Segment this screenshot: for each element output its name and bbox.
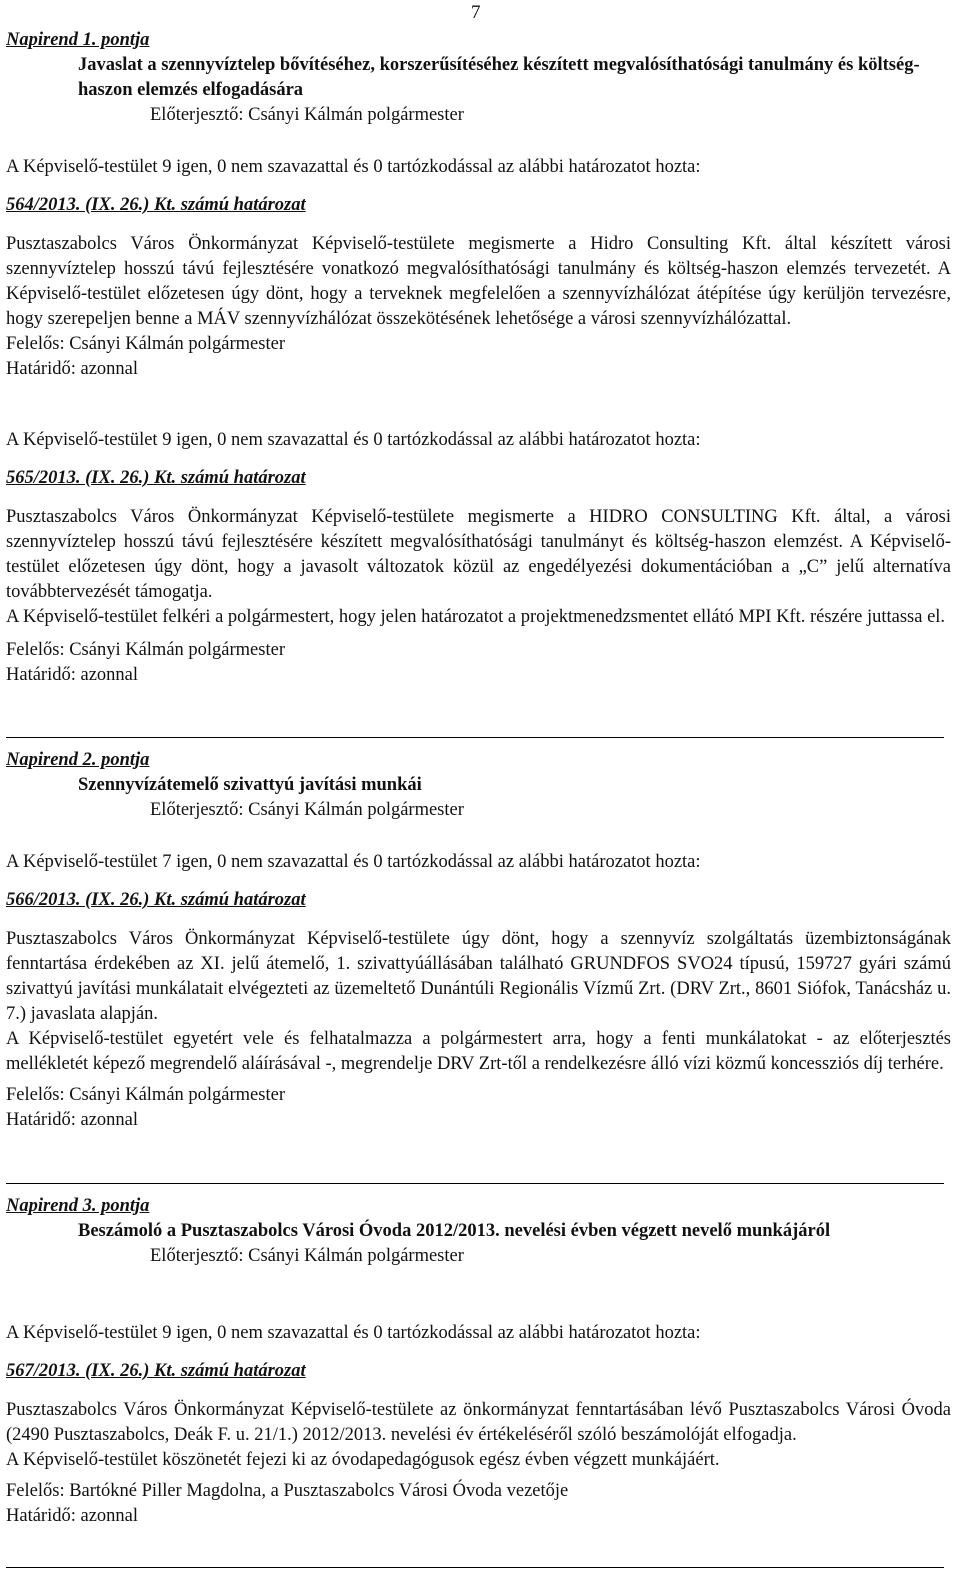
vote-line: A Képviselő-testület 9 igen, 0 nem szavazattal és 0 tartózkodással az alábbi határozatot hozta: <box>6 1323 701 1343</box>
page-number: 7 <box>471 2 481 23</box>
responsible-line: Felelős: Bartókné Piller Magdolna, a Pusztaszabolcs Városi Óvoda vezetője <box>6 1481 569 1501</box>
deadline-line: Határidő: azonnal <box>6 1110 139 1130</box>
section-divider <box>6 1183 944 1184</box>
presenter-line: Előterjesztő: Csányi Kálmán polgármester <box>150 105 464 125</box>
agenda-heading: Napirend 1. pontja <box>6 30 150 50</box>
vote-line: A Képviselő-testület 9 igen, 0 nem szavazattal és 0 tartózkodással az alábbi határozatot hozta: <box>6 157 701 177</box>
resolution-number: 567/2013. (IX. 26.) Kt. számú határozat <box>6 1361 306 1381</box>
deadline-line: Határidő: azonnal <box>6 1506 139 1526</box>
resolution-body <box>6 232 951 382</box>
resolution-paragraph: A Képviselő-testület köszönetét fejezi ki az óvodapedagógusok egész évben végzett munkájáért. <box>6 1450 720 1470</box>
resolution-body <box>6 1398 951 1529</box>
agenda-item-1-header <box>6 28 951 128</box>
vote-line: A Képviselő-testület 7 igen, 0 nem szavazattal és 0 tartózkodással az alábbi határozatot hozta: <box>6 852 701 872</box>
agenda-heading: Napirend 2. pontja <box>6 750 150 770</box>
agenda-heading: Napirend 3. pontja <box>6 1196 150 1216</box>
agenda-title: Javaslat a szennyvíztelep bővítéséhez, korszerűsítéséhez készített megvalósíthatósági tanulmány és költség-haszon elemzés elfogadására <box>78 55 920 100</box>
resolution-number: 564/2013. (IX. 26.) Kt. számú határozat <box>6 195 306 215</box>
resolution-paragraph: Pusztaszabolcs Város Önkormányzat Képviselő-testülete megismerte a Hidro Consulting Kft. által készített városi szennyvíztelep hosszú távú fejlesztésére vonatkozó megvalósíthatósági tanulmány és költség-haszon elemzés tervezetét. A Képviselő-testület előzetesen úgy dönt, hogy a terveknek megfelelően a szennyvízhálózat átépítése úgy kerüljön tervezésre, hogy szerepeljen benne a MÁV szennyvízhálózat összekötésének lehetősége a városi szennyvízhálózattal. <box>6 234 951 329</box>
deadline-line: Határidő: azonnal <box>6 665 139 685</box>
responsible-line: Felelős: Csányi Kálmán polgármester <box>6 640 285 660</box>
resolution-paragraph: A Képviselő-testület egyetért vele és felhatalmazza a polgármestert arra, hogy a fenti munkálatokat - az előterjesztés mellékletét képező megrendelő aláírásával -, megrendelje DRV Zrt-től a rendelkezésre álló vízi közmű koncessziós díj terhére. <box>6 1029 951 1074</box>
responsible-line: Felelős: Csányi Kálmán polgármester <box>6 334 285 354</box>
agenda-item-3-header <box>6 1194 951 1269</box>
resolution-paragraph: A Képviselő-testület felkéri a polgármestert, hogy jelen határozatot a projektmenedzsmentet ellátó MPI Kft. részére juttassa el. <box>6 607 946 627</box>
presenter-line: Előterjesztő: Csányi Kálmán polgármester <box>150 1246 464 1266</box>
resolution-paragraph: Pusztaszabolcs Város Önkormányzat Képviselő-testülete megismerte a HIDRO CONSULTING Kft. által, a városi szennyvíztelep hosszú távú fejlesztésére készített megvalósíthatósági tanulmányt és költség-haszon elemzést. A Képviselő-testület előzetesen úgy dönt, hogy a javasolt változatok közül az engedélyezési dokumentációban a „C” jelű alternatíva továbbtervezését támogatja. <box>6 507 951 602</box>
presenter-line: Előterjesztő: Csányi Kálmán polgármester <box>150 800 464 820</box>
agenda-item-2-header <box>6 748 951 823</box>
section-divider <box>6 737 944 738</box>
resolution-body <box>6 927 951 1133</box>
responsible-line: Felelős: Csányi Kálmán polgármester <box>6 1085 285 1105</box>
resolution-number: 566/2013. (IX. 26.) Kt. számú határozat <box>6 890 306 910</box>
resolution-number: 565/2013. (IX. 26.) Kt. számú határozat <box>6 468 306 488</box>
resolution-body <box>6 505 951 688</box>
resolution-paragraph: Pusztaszabolcs Város Önkormányzat Képviselő-testülete az önkormányzat fenntartásában lévő Pusztaszabolcs Városi Óvoda (2490 Pusztaszabolcs, Deák F. u. 21/1.) 2012/2013. nevelési év értékeléséről szóló beszámolóját elfogadja. <box>6 1400 951 1445</box>
agenda-title: Szennyvízátemelő szivattyú javítási munkái <box>78 775 422 795</box>
vote-line: A Képviselő-testület 9 igen, 0 nem szavazattal és 0 tartózkodással az alábbi határozatot hozta: <box>6 430 701 450</box>
resolution-paragraph: Pusztaszabolcs Város Önkormányzat Képviselő-testülete úgy dönt, hogy a szennyvíz szolgáltatás üzembiztonságának fenntartása érdekében az XI. jelű átemelő, 1. szivattyúállásában található GRUNDFOS SVO24 típusú, 159727 gyári számú szivattyú javítási munkálatait elvégezteti az üzemeltető Dunántúli Regionális Vízmű Zrt. (DRV Zrt., 8601 Siófok, Tanácsház u. 7.) javaslata alapján. <box>6 929 951 1024</box>
agenda-title: Beszámoló a Pusztaszabolcs Városi Óvoda 2012/2013. nevelési évben végzett nevelő munkájáról <box>78 1221 831 1241</box>
section-divider <box>6 1567 944 1568</box>
deadline-line: Határidő: azonnal <box>6 359 139 379</box>
